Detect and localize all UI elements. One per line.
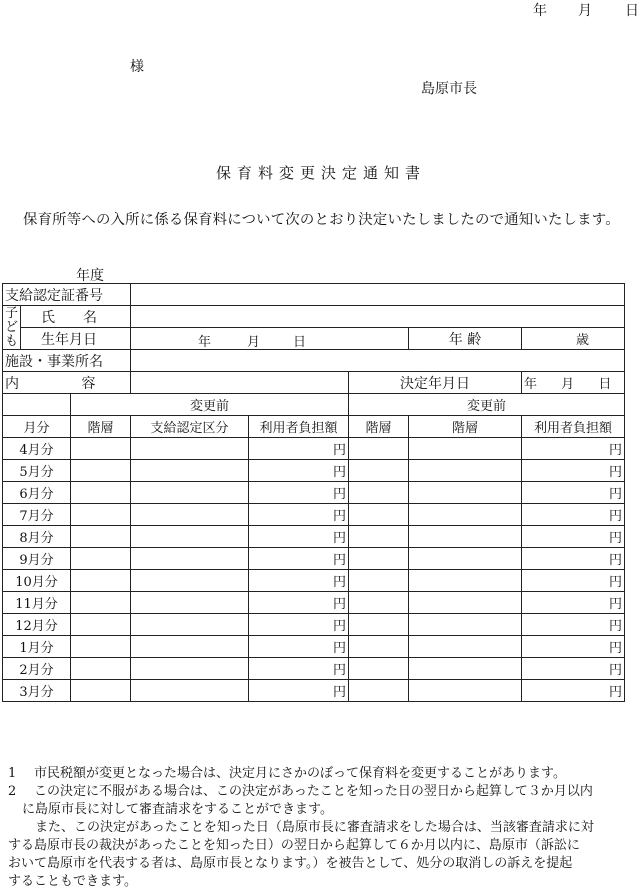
col-cert-category-header: 支給認定区分	[131, 416, 249, 438]
month-label: 8月分	[3, 526, 71, 548]
after-change-header: 変更前	[349, 394, 625, 416]
note-text: 市民税額が変更となった場合は、決定月にさかのぼって保育料を変更することがあります。	[34, 766, 566, 781]
before-fee-cell[interactable]: 円	[249, 526, 349, 548]
content-label	[3, 372, 131, 394]
after-tier-cell[interactable]	[349, 548, 409, 570]
col-month-header: 月分	[3, 416, 71, 438]
before-tier-cell[interactable]	[71, 636, 131, 658]
child-label-char: も	[5, 333, 19, 349]
child-name-label: 氏 名	[21, 306, 131, 328]
month-row	[3, 658, 625, 680]
content-value[interactable]	[131, 372, 349, 394]
after-fee-cell[interactable]: 円	[522, 680, 625, 702]
before-fee-cell[interactable]: 円	[249, 548, 349, 570]
age-label: 年 齢	[409, 328, 522, 350]
note-item	[8, 765, 636, 783]
before-fee-cell[interactable]: 円	[249, 570, 349, 592]
before-tier-cell[interactable]	[71, 504, 131, 526]
before-cert-category-cell[interactable]	[131, 680, 249, 702]
after-tier-cell[interactable]	[409, 658, 522, 680]
before-fee-cell[interactable]: 円	[249, 592, 349, 614]
decision-date-label: 決定年月日	[349, 372, 522, 394]
before-cert-category-cell[interactable]	[131, 592, 249, 614]
month-label: 6月分	[3, 482, 71, 504]
note-item	[8, 783, 636, 801]
after-tier-cell[interactable]	[349, 504, 409, 526]
month-label: 2月分	[3, 658, 71, 680]
note-paragraph-line: また、この決定があったことを知った日（島原市長に審査請求をした場合は、当該審査請求に対	[22, 820, 594, 835]
after-tier-cell[interactable]	[409, 614, 522, 636]
before-fee-cell[interactable]: 円	[249, 438, 349, 460]
before-cert-category-cell[interactable]	[131, 614, 249, 636]
month-row	[3, 680, 625, 702]
child-name-row	[3, 306, 625, 328]
month-rows	[3, 438, 625, 702]
before-fee-cell[interactable]: 円	[249, 614, 349, 636]
child-label-char: 子	[5, 305, 19, 321]
before-cert-category-cell[interactable]	[131, 636, 249, 658]
after-tier-cell[interactable]	[409, 438, 522, 460]
age-value[interactable]	[522, 328, 625, 350]
month-row	[3, 438, 625, 460]
after-tier-cell[interactable]	[349, 614, 409, 636]
after-tier-cell[interactable]	[349, 438, 409, 460]
month-label: 4月分	[3, 438, 71, 460]
document-title: 保育料変更決定通知書	[215, 164, 426, 182]
intro-text: 保育所等への入所に係る保育料について次のとおり決定いたしましたので通知いたします。	[23, 212, 620, 228]
month-row	[3, 636, 625, 658]
month-label: 5月分	[3, 460, 71, 482]
after-tier-cell[interactable]	[409, 482, 522, 504]
before-cert-category-cell[interactable]	[131, 438, 249, 460]
col-tier-header: 階層	[349, 416, 409, 438]
after-fee-cell[interactable]: 円	[522, 438, 625, 460]
before-tier-cell[interactable]	[71, 526, 131, 548]
after-fee-cell[interactable]: 円	[522, 504, 625, 526]
month-row	[3, 482, 625, 504]
content-row	[3, 372, 625, 394]
before-fee-cell[interactable]: 円	[249, 636, 349, 658]
recipient-suffix: 様	[130, 59, 144, 75]
month-row	[3, 614, 625, 636]
fiscal-year-label: 年度	[76, 268, 104, 284]
cert-number-value[interactable]	[131, 284, 625, 306]
after-tier-cell[interactable]	[409, 592, 522, 614]
decision-date-value[interactable]	[522, 372, 625, 394]
before-fee-cell[interactable]: 円	[249, 504, 349, 526]
before-fee-cell[interactable]: 円	[249, 482, 349, 504]
after-fee-cell[interactable]: 円	[522, 460, 625, 482]
before-tier-cell[interactable]	[71, 482, 131, 504]
cert-number-label: 支給認定証番号	[3, 284, 131, 306]
note-paragraph-line: する島原市長の裁決があったことを知った日）の翌日から起算して６か月以内に、島原市（訴訟に	[8, 838, 580, 853]
month-label: 11月分	[3, 592, 71, 614]
cert-number-row	[3, 284, 625, 306]
month-label: 12月分	[3, 614, 71, 636]
group-header-row	[3, 394, 625, 416]
before-tier-cell[interactable]	[71, 658, 131, 680]
month-label: 3月分	[3, 680, 71, 702]
decision-year: 年	[524, 377, 538, 392]
note-number: 2	[8, 784, 17, 799]
issue-date-year: 年	[533, 3, 547, 19]
child-label	[3, 306, 21, 350]
before-tier-cell[interactable]	[71, 460, 131, 482]
dob-month: 月	[247, 334, 261, 350]
before-fee-cell[interactable]: 円	[249, 680, 349, 702]
month-label: 7月分	[3, 504, 71, 526]
month-row	[3, 504, 625, 526]
before-change-header: 変更前	[71, 394, 349, 416]
child-name-value[interactable]	[131, 306, 625, 328]
after-tier-cell[interactable]	[349, 658, 409, 680]
before-cert-category-cell[interactable]	[131, 526, 249, 548]
issue-date	[533, 0, 639, 18]
content-label-1: 内	[5, 375, 19, 392]
col-fee-header: 利用者負担額	[522, 416, 625, 438]
dob-value[interactable]	[131, 328, 409, 350]
after-tier-cell[interactable]	[409, 548, 522, 570]
after-tier-cell[interactable]	[349, 460, 409, 482]
note-paragraph-line: することもできます。	[8, 874, 137, 889]
after-tier-cell[interactable]	[349, 636, 409, 658]
after-tier-cell[interactable]	[409, 526, 522, 548]
before-tier-cell[interactable]	[71, 548, 131, 570]
after-tier-cell[interactable]	[349, 570, 409, 592]
note-paragraph-line: おいて島原市を代表する者は、島原市長となります。）を被告として、処分の取消しの訴えを提起	[8, 856, 573, 871]
after-tier-cell[interactable]	[409, 636, 522, 658]
dob-row	[3, 328, 625, 350]
after-tier-cell[interactable]	[409, 570, 522, 592]
month-label: 9月分	[3, 548, 71, 570]
facility-row	[3, 350, 625, 372]
notes	[8, 765, 636, 891]
before-cert-category-cell[interactable]	[131, 482, 249, 504]
after-fee-cell[interactable]: 円	[522, 570, 625, 592]
after-tier-cell[interactable]	[409, 680, 522, 702]
before-cert-category-cell[interactable]	[131, 570, 249, 592]
before-tier-cell[interactable]	[71, 680, 131, 702]
month-row	[3, 592, 625, 614]
note-text: この決定に不服がある場合は、この決定があったことを知った日の翌日から起算して３か月以内	[34, 784, 593, 799]
decision-day: 日	[598, 377, 612, 392]
blank-header-cell	[3, 394, 71, 416]
issue-date-day: 日	[625, 3, 639, 19]
after-fee-cell[interactable]: 円	[522, 614, 625, 636]
month-row	[3, 460, 625, 482]
after-tier-cell[interactable]	[349, 680, 409, 702]
child-label-char: ど	[5, 319, 19, 335]
before-cert-category-cell[interactable]	[131, 548, 249, 570]
age-unit: 歳	[576, 333, 590, 348]
dob-year: 年	[198, 334, 212, 350]
dob-day: 日	[293, 334, 307, 350]
before-cert-category-cell[interactable]	[131, 658, 249, 680]
note-text-continued: に島原市長に対して審査請求をすることができます。	[22, 802, 333, 817]
after-fee-cell[interactable]: 円	[522, 482, 625, 504]
month-row	[3, 570, 625, 592]
after-tier-cell[interactable]	[409, 504, 522, 526]
month-label: 1月分	[3, 636, 71, 658]
after-tier-cell[interactable]	[349, 592, 409, 614]
issue-date-month: 月	[578, 3, 592, 19]
before-tier-cell[interactable]	[71, 592, 131, 614]
before-tier-cell[interactable]	[71, 570, 131, 592]
after-fee-cell[interactable]: 円	[522, 526, 625, 548]
dob-label: 生年月日	[21, 328, 131, 350]
after-tier-cell[interactable]	[409, 460, 522, 482]
before-cert-category-cell[interactable]	[131, 504, 249, 526]
facility-value[interactable]	[131, 350, 625, 372]
month-label: 10月分	[3, 570, 71, 592]
content-label-2: 容	[81, 375, 96, 392]
before-cert-category-cell[interactable]	[131, 460, 249, 482]
after-fee-cell[interactable]: 円	[522, 636, 625, 658]
fee-decision-table	[2, 283, 625, 702]
after-fee-cell[interactable]: 円	[522, 548, 625, 570]
month-row	[3, 548, 625, 570]
after-fee-cell[interactable]: 円	[522, 592, 625, 614]
before-tier-cell[interactable]	[71, 438, 131, 460]
issuer-name: 島原市長	[421, 81, 477, 97]
facility-label: 施設・事業所名	[3, 350, 131, 372]
after-tier-cell[interactable]	[349, 526, 409, 548]
note-number: 1	[8, 766, 17, 781]
col-tier-header: 階層	[409, 416, 522, 438]
col-fee-header: 利用者負担額	[249, 416, 349, 438]
col-tier-header: 階層	[71, 416, 131, 438]
decision-month: 月	[561, 377, 575, 392]
before-fee-cell[interactable]: 円	[249, 658, 349, 680]
before-fee-cell[interactable]: 円	[249, 460, 349, 482]
before-tier-cell[interactable]	[71, 614, 131, 636]
column-header-row	[3, 416, 625, 438]
month-row	[3, 526, 625, 548]
after-tier-cell[interactable]	[349, 482, 409, 504]
after-fee-cell[interactable]: 円	[522, 658, 625, 680]
